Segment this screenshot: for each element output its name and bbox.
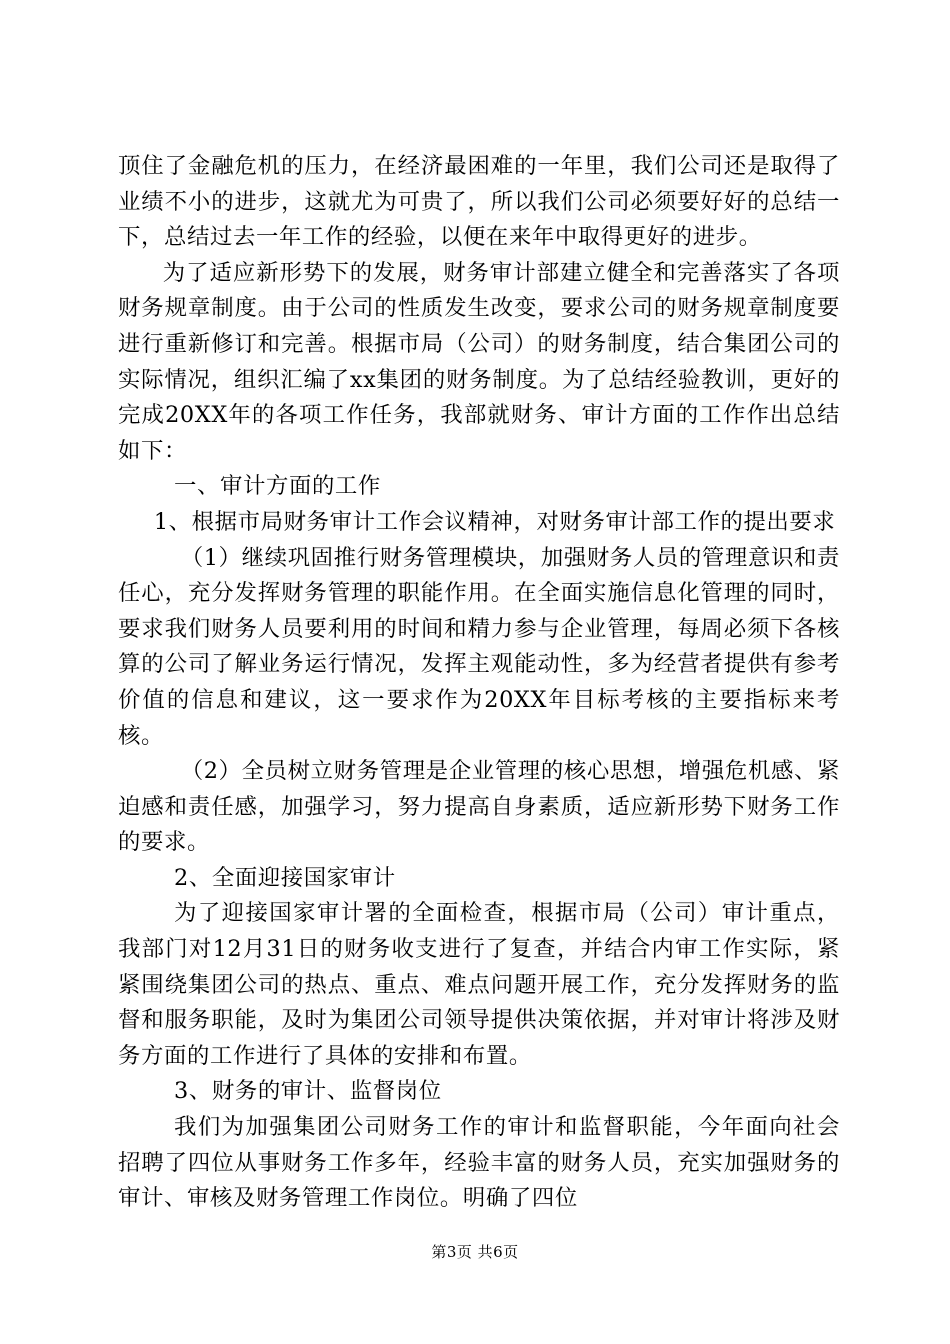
- subheading-3: 3、财务的审计、监督岗位: [174, 1078, 442, 1105]
- paragraph-national-audit: 为了迎接国家审计署的全面检查，根据市局（公司）审计重点，我部门对12月31日的财务收支进行了复查，并结合内审工作实际，紧紧围绕集团公司的热点、重点、难点问题开展工作，充分发挥财务的监督和服务职能，及时为集团公司领导提供决策依据，并对审计将涉及财务方面的工作进行了具体的安排和布置。: [118, 900, 840, 1069]
- paragraph-2: 为了适应新形势下的发展，财务审计部建立健全和完善落实了各项财务规章制度。由于公司的性质发生改变，要求公司的财务规章制度要进行重新修订和完善。根据市局（公司）的财务制度，结合集团公司的实际情况，组织汇编了xx集团的财务制度。为了总结经验教训，更好的完成20XX年的各项工作任务，我部就财务、审计方面的工作作出总结如下：: [118, 259, 840, 464]
- subheading-2: 2、全面迎接国家审计: [174, 864, 396, 891]
- document-body: [118, 149, 840, 1217]
- paragraph-1: 顶住了金融危机的压力，在经济最困难的一年里，我们公司还是取得了业绩不小的进步，这就尤为可贵了，所以我们公司必须要好好的总结一下，总结过去一年工作的经验，以便在来年中取得更好的进步。: [118, 153, 840, 251]
- subheading-1: 1、根据市局财务审计工作会议精神，对财务审计部工作的提出要求: [153, 508, 836, 535]
- item-1: （1）继续巩固推行财务管理模块，加强财务人员的管理意识和责任心，充分发挥财务管理的职能作用。在全面实施信息化管理的同时，要求我们财务人员要利用的时间和精力参与企业管理，每周必须下各核算的公司了解业务运行情况，发挥主观能动性，多为经营者提供有参考价值的信息和建议，这一要求作为20XX年目标考核的主要指标来考核。: [118, 544, 840, 749]
- item-2: （2）全员树立财务管理是企业管理的核心思想，增强危机感、紧迫感和责任感，加强学习，努力提高自身素质，适应新形势下财务工作的要求。: [118, 758, 840, 856]
- paragraph-audit-positions: 我们为加强集团公司财务工作的审计和监督职能，今年面向社会招聘了四位从事财务工作多年，经验丰富的财务人员，充实加强财务的审计、审核及财务管理工作岗位。明确了四位: [118, 1114, 840, 1212]
- section-heading-audit-work: 一、审计方面的工作: [174, 473, 381, 500]
- page-number-footer: 第3页 共6页: [431, 1243, 519, 1261]
